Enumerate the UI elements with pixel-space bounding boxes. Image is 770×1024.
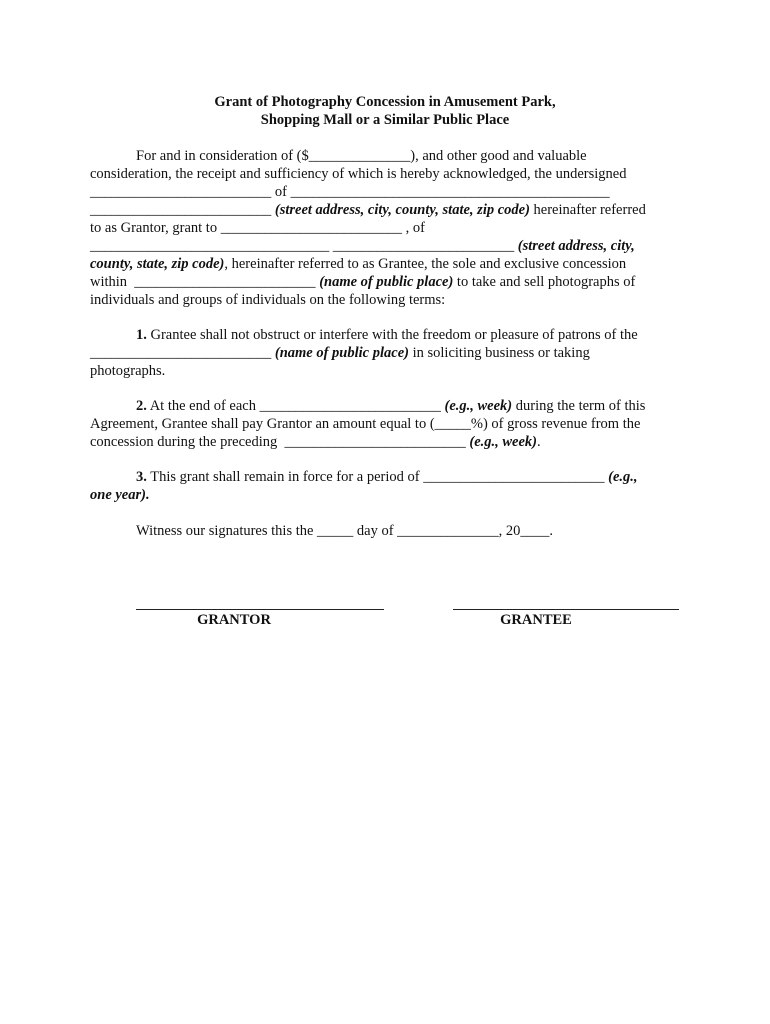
term-1-line-2 (90, 344, 590, 362)
address-hint: (street address, city, county, state, zip code) (274, 202, 530, 218)
document-title-line-1: Grant of Photography Concession in Amusement Park, (214, 94, 556, 110)
term-3-line-2: one year). (90, 487, 150, 503)
term-text: This grant shall remain in force for a period of _________________________ (146, 469, 609, 485)
term-text: in soliciting business or taking (408, 345, 590, 361)
intro-line-7 (90, 255, 626, 273)
address-hint: (street address, city, (517, 238, 635, 254)
address-hint: county, state, zip code) (90, 256, 225, 272)
intro-line-5: to as Grantor, grant to _________________________ , of (90, 220, 425, 236)
intro-text: to take and sell photographs of (453, 274, 636, 290)
intro-line-1: For and in consideration of ($______________), and other good and valuable (136, 148, 587, 164)
term-text: . (537, 434, 541, 450)
intro-line-4 (90, 201, 646, 219)
term-text: Grantee shall not obstruct or interfere with the freedom or pleasure of patrons of the (146, 327, 638, 343)
intro-blank: _________________________________ _________________________ (90, 238, 518, 254)
document-title-line-2: Shopping Mall or a Similar Public Place (260, 112, 510, 128)
term-text: concession during the preceding _________________________ (90, 434, 470, 450)
place-hint: (name of public place) (274, 345, 409, 361)
period-hint: (e.g., week) (444, 398, 513, 414)
intro-text: , hereinafter referred to as Grantee, the sole and exclusive concession (224, 256, 627, 272)
term-1-line-3: photographs. (90, 363, 166, 379)
intro-line-2: consideration, the receipt and sufficiency of which is hereby acknowledged, the undersigned (90, 166, 627, 182)
intro-line-6 (90, 237, 635, 255)
term-number: 3. (136, 469, 147, 485)
grantee-label: GRANTEE (500, 612, 572, 628)
intro-blank: _________________________ (90, 202, 275, 218)
witness-line: Witness our signatures this the _____ day of ______________, 20____. (136, 523, 554, 539)
place-hint: (name of public place) (319, 274, 454, 290)
period-hint: (e.g., week) (469, 434, 537, 450)
term-2-line-1 (136, 397, 645, 415)
intro-line-8 (90, 273, 635, 291)
term-number: 1. (136, 327, 147, 343)
term-text: At the end of each _________________________ (146, 398, 445, 414)
term-number: 2. (136, 398, 147, 414)
duration-hint: (e.g., (608, 469, 638, 485)
intro-text: within _________________________ (90, 274, 320, 290)
intro-text: hereinafter referred (529, 202, 646, 218)
term-blank: _________________________ (90, 345, 275, 361)
grantee-signature-line (453, 609, 679, 610)
term-text: during the term of this (512, 398, 646, 414)
term-1-line-1 (136, 326, 638, 344)
term-2-line-2: Agreement, Grantee shall pay Grantor an amount equal to (_____%) of gross revenue from the (90, 416, 641, 432)
term-3-line-1 (136, 468, 638, 486)
intro-line-3: _________________________ of ____________________________________________ (90, 184, 610, 200)
grantor-signature-line (136, 609, 384, 610)
term-2-line-3 (90, 433, 541, 451)
grantor-label: GRANTOR (197, 612, 271, 628)
intro-line-9: individuals and groups of individuals on the following terms: (90, 292, 446, 308)
